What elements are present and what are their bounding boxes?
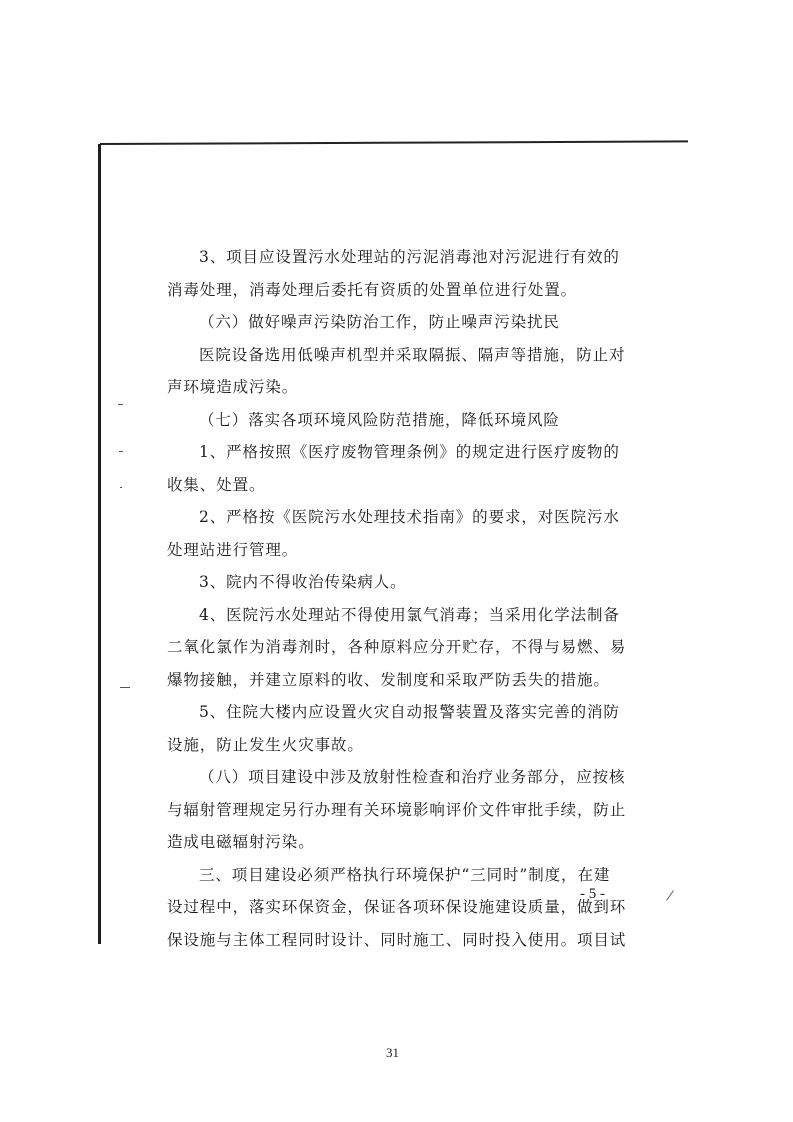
scan-speck <box>120 487 122 488</box>
text-line: 3、项目应设置污水处理站的污泥消毒池对污泥进行有效的 <box>199 248 620 266</box>
text-line: 与辐射管理规定另行办理有关环境影响评价文件审批手续，防止 <box>167 800 627 819</box>
section-heading: （六）做好噪声污染防治工作，防止噪声污染扰民 <box>199 313 560 331</box>
section-heading: （八）项目建设中涉及放射性检查和治疗业务部分，应按核 <box>199 768 626 786</box>
text-line: 5、住院大楼内应设置火灾自动报警装置及落实完善的消防 <box>199 703 620 721</box>
section-heading: 三、项目建设必须严格执行环境保护“三同时”制度，在建 <box>199 865 611 884</box>
scan-scratch <box>666 890 674 900</box>
text-line: 消毒处理，消毒处理后委托有资质的处置单位进行处置。 <box>167 280 578 299</box>
text-line: 处理站进行管理。 <box>167 540 299 559</box>
text-line: 造成电磁辐射污染。 <box>167 833 315 851</box>
text-line: 3、院内不得收治传染病人。 <box>199 573 407 591</box>
text-line: 1、严格按照《医疗废物管理条例》的规定进行医疗废物的 <box>199 443 620 461</box>
section-heading: （七）落实各项环境风险防范措施，降低环境风险 <box>199 410 560 429</box>
scan-speck <box>120 687 130 688</box>
text-line: 4、医院污水处理站不得使用氯气消毒；当采用化学法制备 <box>199 605 620 624</box>
page-border-left <box>98 144 101 944</box>
text-line: 爆物接触，并建立原料的收、发制度和采取严防丢失的措施。 <box>167 670 610 689</box>
page-border-top <box>100 140 688 145</box>
footer-page-number: 31 <box>386 1045 399 1060</box>
text-line: 二氧化氯作为消毒剂时，各种原料应分开贮存，不得与易燃、易 <box>167 638 627 656</box>
text-line: 声环境造成污染。 <box>167 378 299 396</box>
text-line: 设施，防止发生火灾事故。 <box>167 735 364 754</box>
scan-speck <box>119 451 123 452</box>
text-line: 医院设备选用低噪声机型并采取隔振、隔声等措施，防止对 <box>199 345 626 364</box>
text-line: 收集、处置。 <box>167 475 266 494</box>
text-line: 2、严格按《医院污水处理技术指南》的要求，对医院污水 <box>199 508 620 526</box>
scan-speck <box>118 404 123 405</box>
document-body <box>167 243 627 958</box>
text-line: 设过程中，落实环保资金，保证各项环保设施建设质量，做到环 <box>167 898 627 916</box>
page-number: - 5 - <box>580 886 605 902</box>
text-line: 保设施与主体工程同时设计、同时施工、同时投入使用。项目试 <box>167 930 627 949</box>
